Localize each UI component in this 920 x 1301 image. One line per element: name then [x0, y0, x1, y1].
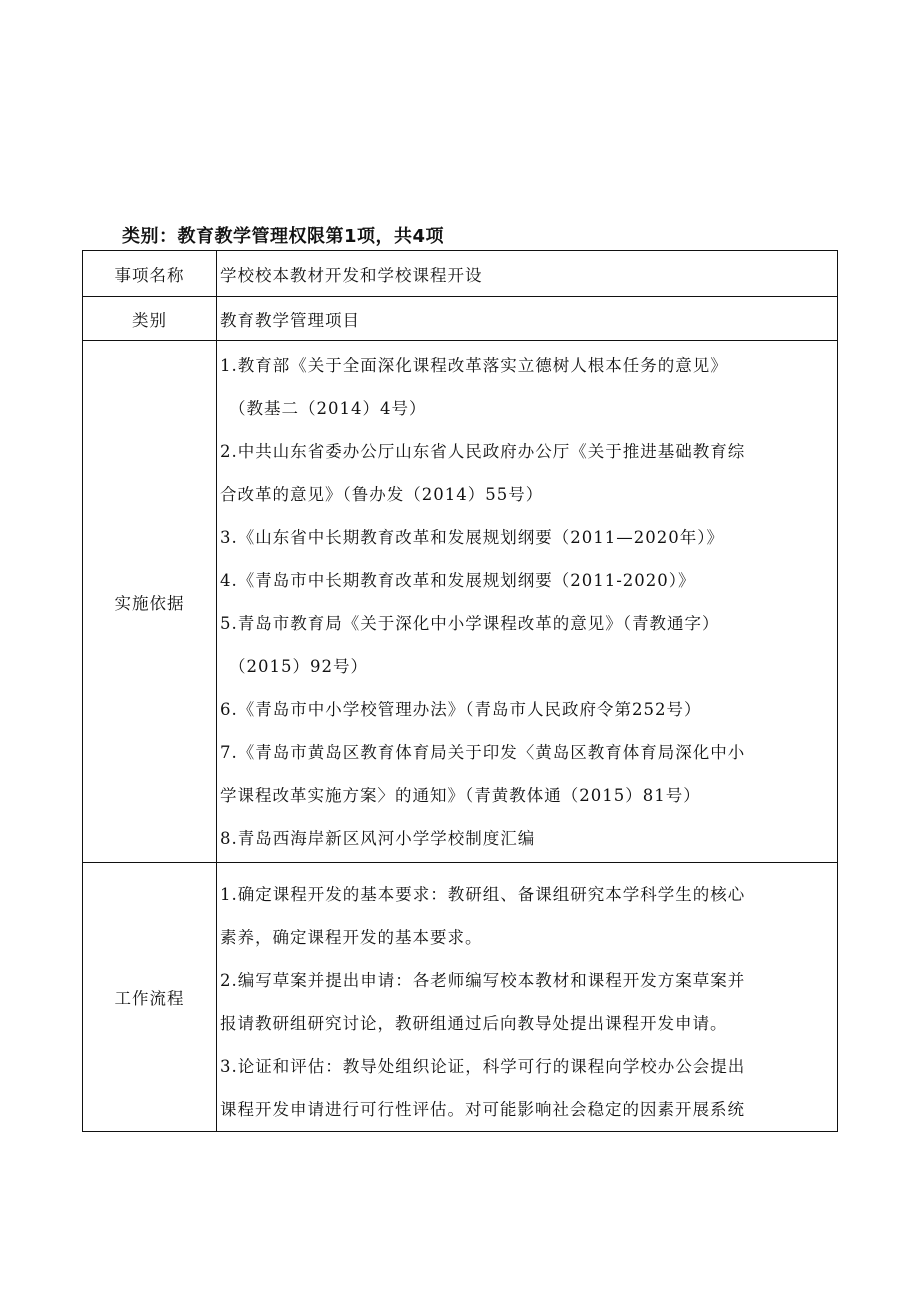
basis-line: 6.《青岛市中小学校管理办法》（青岛市人民政府令第252号）: [220, 700, 702, 719]
workflow-line: 素养，确定课程开发的基本要求。: [220, 928, 483, 947]
basis-line: （教基二（2014）4号）: [229, 399, 427, 418]
workflow-line: 2.编写草案并提出申请：各老师编写校本教材和课程开发方案草案并: [220, 971, 746, 990]
authority-table: [82, 250, 838, 1132]
category-value: 教育教学管理项目: [217, 297, 838, 341]
basis-line: 3.《山东省中长期教育改革和发展规划纲要（2011—2020年）》: [220, 528, 724, 547]
table-row-basis: [83, 341, 838, 863]
basis-line: 5.青岛市教育局《关于深化中小学课程改革的意见》（青教通字）: [220, 614, 720, 633]
basis-line: 学课程改革实施方案〉的通知》（青黄教体通（2015）81号）: [220, 786, 701, 805]
category-label: 类别: [83, 297, 217, 341]
workflow-cell: [217, 863, 838, 1132]
basis-list: [220, 341, 833, 862]
workflow-list: [220, 863, 833, 1131]
workflow-line: 3.论证和评估：教导处组织论证，科学可行的课程向学校办公会提出: [220, 1057, 746, 1076]
basis-line: 4.《青岛市中长期教育改革和发展规划纲要（2011-2020）》: [220, 571, 696, 590]
table-row-workflow: [83, 863, 838, 1132]
workflow-line: 报请教研组研究讨论，教研组通过后向教导处提出课程开发申请。: [220, 1014, 728, 1033]
item-name-label: 事项名称: [83, 251, 217, 297]
basis-line: 7.《青岛市黄岛区教育体育局关于印发〈黄岛区教育体育局深化中小: [220, 743, 746, 762]
basis-line: 合改革的意见》（鲁办发（2014）55号）: [220, 485, 544, 504]
basis-cell: [217, 341, 838, 863]
basis-line: 1.教育部《关于全面深化课程改革落实立德树人根本任务的意见》: [220, 356, 728, 375]
page-heading: 类别：教育教学管理权限第1项，共4项: [122, 226, 445, 247]
table-row-category: [83, 297, 838, 341]
basis-line: （2015）92号）: [229, 657, 368, 676]
basis-line: 2.中共山东省委办公厅山东省人民政府办公厅《关于推进基础教育综: [220, 442, 746, 461]
workflow-line: 课程开发申请进行可行性评估。对可能影响社会稳定的因素开展系统: [220, 1100, 745, 1119]
workflow-label: 工作流程: [83, 863, 217, 1132]
basis-line: 8.青岛西海岸新区风河小学学校制度汇编: [220, 829, 536, 848]
table-row-item-name: [83, 251, 838, 297]
basis-label: 实施依据: [83, 341, 217, 863]
workflow-line: 1.确定课程开发的基本要求：教研组、备课组研究本学科学生的核心: [220, 885, 746, 904]
item-name-value: 学校校本教材开发和学校课程开设: [217, 251, 838, 297]
